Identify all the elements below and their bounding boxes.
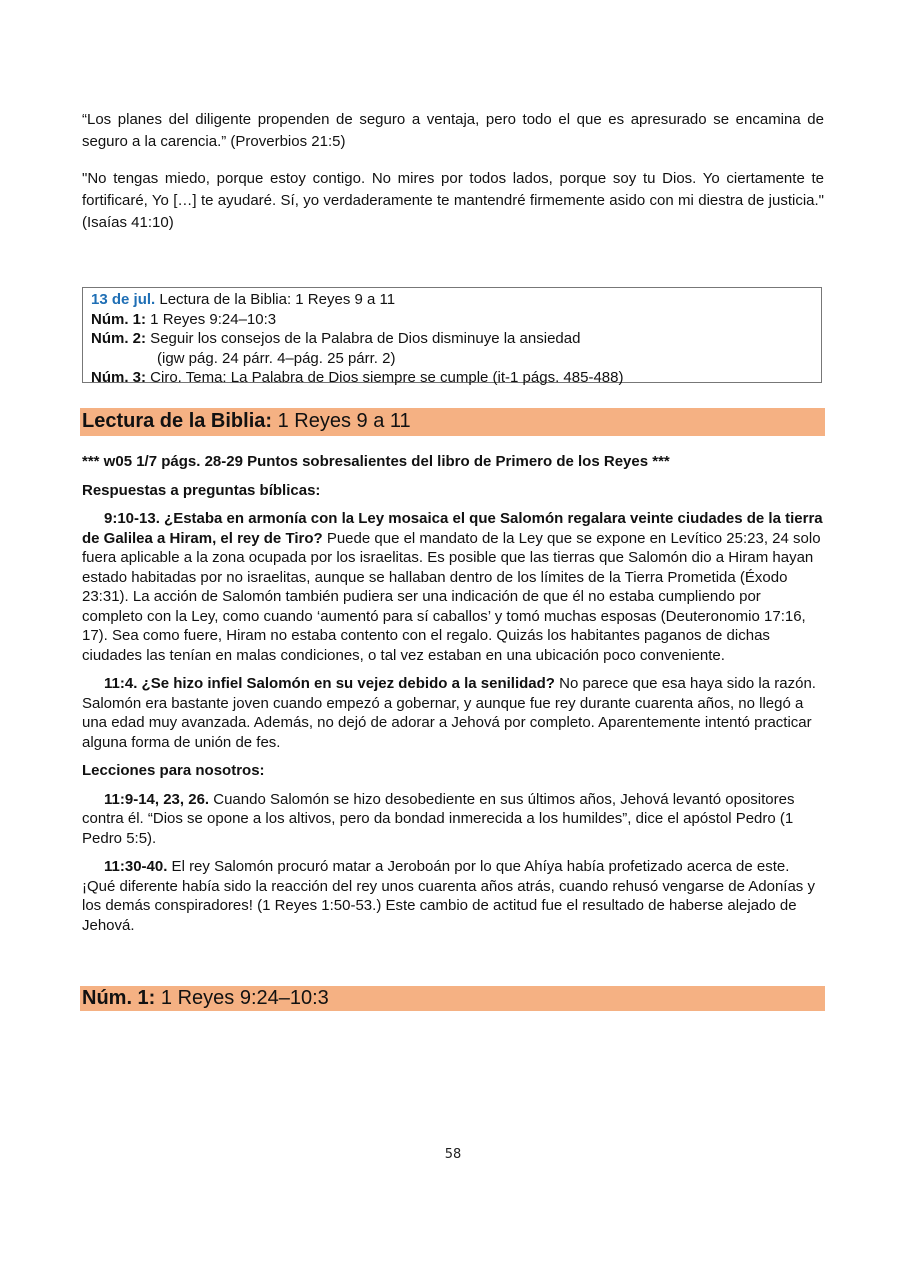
section-heading-num1-label: Núm. 1: bbox=[82, 987, 156, 1009]
article-heading-preguntas: Respuestas a preguntas bíblicas: bbox=[82, 481, 321, 499]
schedule-reading: Lectura de la Biblia: 1 Reyes 9 a 11 bbox=[155, 291, 396, 308]
p1-answer: Puede que el mandato de la Ley que se expone en Levítico 25:23, 24 solo fuera aplicable a la zona ocupada por los israelitas. Es posible que las tierras que Salomón dio a Hiram hayan estado habitadas por no israelitas, aunque se hallaban dentro de los límites de la Tierra Prometida (Éxodo 23:31). La acción de Salomón también pudiera ser una indicación de que él no estaba cumpliendo por completo con la Ley, como cuando ‘aumentó para sí caballos’ y tomó muchas esposas (Deuteronomio 17:16, 17). Sea como fuere, Hiram no estaba contento con el regalo. Quizás los habitantes paganos de dichas ciudades las tenían en malas condiciones, o tal vez estaban en una ubicación poco conveniente. bbox=[82, 529, 821, 664]
schedule-item-1-label: Núm. 1: bbox=[91, 310, 147, 328]
schedule-date: 13 de jul. bbox=[91, 291, 156, 308]
p3-ref: 11:9-14, 23, 26. bbox=[104, 790, 210, 808]
article-body bbox=[82, 452, 824, 944]
quote-isaias: "No tengas miedo, porque estoy contigo. No mires por todos lados, porque soy tu Dios. Yo ciertamente te fortificaré, Yo […] te ayudaré. Sí, yo verdaderamente te mantendré firmemente asido con mi diestra de justicia." (Isaías 41:10) bbox=[82, 170, 824, 231]
section-heading-num1 bbox=[80, 986, 825, 1011]
section-heading-lectura bbox=[80, 408, 825, 436]
schedule-box bbox=[82, 287, 822, 386]
section-heading-lectura-text: 1 Reyes 9 a 11 bbox=[272, 410, 411, 432]
p3-text: Cuando Salomón se hizo desobediente en sus últimos años, Jehová levantó opositores contra él. “Dios se opone a los altivos, pero da bondad inmerecida a los humildes”, dice el apóstol Pedro (1 Pedro 5:5). bbox=[82, 790, 795, 847]
article-paragraph-1 bbox=[82, 509, 824, 665]
schedule-item-1-text: 1 Reyes 9:24–10:3 bbox=[146, 310, 277, 328]
schedule-item-3-text: Ciro. Tema: La Palabra de Dios siempre se cumple (it-1 págs. 485-488) bbox=[146, 369, 624, 386]
schedule-date-row bbox=[91, 290, 813, 310]
p4-text: El rey Salomón procuró matar a Jeroboán por lo que Ahíya había profetizado acerca de este. ¡Qué diferente había sido la reacción del rey unos cuarenta años atrás, cuando rehusó vengarse de Adonías y los demás conspiradores! (1 Reyes 1:50-53.) Este cambio de actitud fue el resultado de haberse alejado de Jehová. bbox=[82, 858, 815, 934]
p4-ref: 11:30-40. bbox=[104, 858, 168, 875]
schedule-item-3-label: Núm. 3: bbox=[91, 369, 147, 386]
article-paragraph-3 bbox=[82, 790, 824, 849]
schedule-item-2 bbox=[91, 329, 813, 349]
schedule-item-2-label: Núm. 2: bbox=[91, 330, 147, 347]
article-paragraph-4 bbox=[82, 857, 824, 935]
quote-proverbios: “Los planes del diligente propenden de seguro a ventaja, pero todo el que es apresurado se encamina de seguro a la carencia.” (Proverbios 21:5) bbox=[82, 111, 824, 150]
p2-question: 11:4. ¿Se hizo infiel Salomón en su vejez debido a la senilidad? bbox=[104, 675, 555, 692]
schedule-item-3 bbox=[91, 368, 813, 388]
p2-answer: No parece que esa haya sido la razón. Salomón era bastante joven cuando empezó a gobernar, y aunque fue rey durante cuarenta años, no llegó a una edad muy avanzada. Además, no dejó de adorar a Jehová por completo. Aparentemente intentó practicar alguna forma de unión de fes. bbox=[82, 675, 816, 751]
article-source: *** w05 1/7 págs. 28-29 Puntos sobresalientes del libro de Primero de los Reyes *** bbox=[82, 453, 670, 470]
section-heading-num1-text: 1 Reyes 9:24–10:3 bbox=[155, 987, 329, 1009]
schedule-item-2-ref: (igw pág. 24 párr. 4–pág. 25 párr. 2) bbox=[157, 349, 396, 367]
article-paragraph-2 bbox=[82, 674, 824, 752]
article-heading-lecciones: Lecciones para nosotros: bbox=[82, 762, 265, 779]
schedule-item-2-text: Seguir los consejos de la Palabra de Dios disminuye la ansiedad bbox=[146, 330, 581, 347]
page-number: 58 bbox=[444, 1147, 462, 1162]
section-heading-lectura-label: Lectura de la Biblia: bbox=[82, 410, 273, 432]
p1-question: 9:10-13. ¿Estaba en armonía con la Ley mosaica el que Salomón regalara veinte ciudades de la tierra de Galilea a Hiram, el rey de Tiro? bbox=[82, 510, 823, 547]
schedule-item-1 bbox=[91, 310, 813, 330]
